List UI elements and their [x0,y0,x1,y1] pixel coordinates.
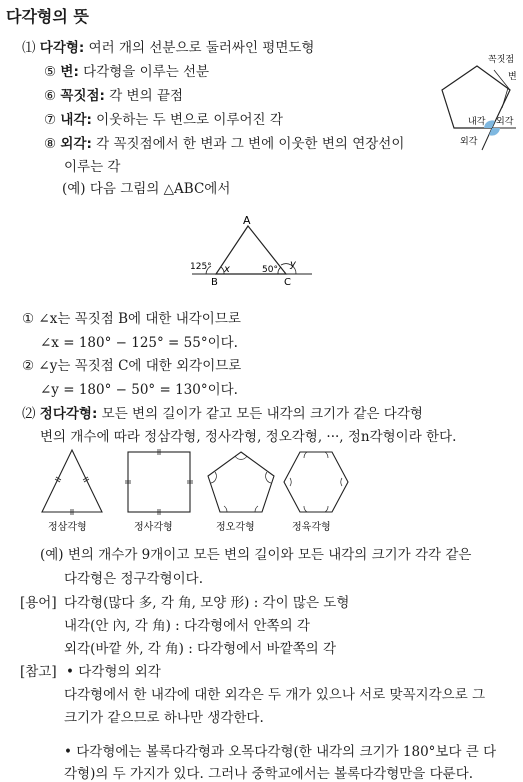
exterior-angle-mark [489,128,500,136]
note-paragraph-1-line-1: 다각형에서 한 내각에 대한 외각은 두 개가 있으나 서로 맞꼭지각으로 그 [64,687,486,703]
angle-b-value: 125° [190,262,212,272]
item-number: ⑦ [44,112,57,128]
angle-c-value: 50° [262,265,278,275]
definition-side [44,60,209,80]
terms-tag: [용어] [20,595,57,611]
item-number: ⑥ [44,88,57,104]
angle-arc [224,506,227,512]
interior-angle-mark [484,120,495,128]
vertex-label: 꼭짓점 [488,55,515,65]
vertex-c-label: C [284,277,291,288]
page-title: 다각형의 뜻 [6,7,89,26]
term-text: 이웃하는 두 변으로 이루어진 각 [91,112,283,128]
angle-x-label: x [224,264,230,275]
note-paragraph-2-line-1: • 다각형에는 볼록다각형과 오목다각형(한 내각의 크기가 180°보다 큰 다 [64,744,497,760]
definition-exterior-angle [44,132,404,152]
angle-arc [304,452,307,458]
term-label: 변: [60,64,79,80]
item-number: ⑵ [22,406,36,422]
example-line: (예) 다음 그림의 △ABC에서 [62,181,231,197]
note-paragraph-2-line-2: 각형)의 두 가지가 있다. 그러나 중학교에서는 볼록다각형만을 다룬다. [64,766,474,782]
angle-arc [290,478,291,486]
item-number: ⑤ [44,64,57,80]
regular-pentagon-shape [208,452,274,512]
note-bullet-1: • 다각형의 외각 [66,664,161,680]
triangle-figure [186,214,316,288]
side-label: 변 [508,72,517,82]
angle-arc [341,478,342,486]
exterior-label-bottom: 외각 [460,137,478,147]
solution-line-1: ① ∠x는 꼭짓점 B에 대한 내각이므로 [22,311,241,327]
solution-line-4: ∠y = 180° − 50° = 130°이다. [40,382,238,398]
note-paragraph-1-line-2: 크기가 같으므로 하나만 생각한다. [64,710,264,726]
shape-label-hexagon: 정육각형 [292,522,331,533]
definition-exterior-angle-cont: 이루는 각 [64,159,121,175]
solution-line-2: ∠x = 180° − 125° = 55°이다. [40,335,238,351]
term-text: 각 꼭짓점에서 한 변과 그 변에 이웃한 변의 연장선이 [91,136,405,152]
term-label: 다각형: [39,40,85,56]
note-tag: [참고] [20,664,57,680]
term-label: 꼭짓점: [60,88,105,104]
shape-label-pentagon: 정오각형 [216,522,255,533]
definition-interior-angle [44,108,283,128]
angle-arc [325,452,328,458]
term-label: 정다각형: [39,406,98,422]
angle-arc [304,506,307,512]
extension-line-down [482,128,492,150]
interior-label: 내각 [468,117,486,127]
regular-hexagon-shape [284,452,348,512]
pentagon-figure [432,50,522,155]
definition-polygon [22,36,314,56]
term-label: 내각: [60,112,92,128]
regular-polygons-figure [36,446,356,538]
definition-regular-polygon [22,402,423,422]
regular-example-line-2: 다각형은 정구각형이다. [64,571,203,587]
regular-polygon-line-2: 변의 개수에 따라 정삼각형, 정사각형, 정오각형, ···, 정n각형이라 한다. [40,429,457,445]
term-line-2: 내각(안 內, 각 角) : 다각형에서 안쪽의 각 [64,618,310,634]
square-shape [128,452,190,512]
regular-example-line-1: (예) 변의 개수가 9개이고 모든 변의 길이와 모든 내각의 크기가 각각 같은 [40,547,472,563]
exterior-label: 외각 [496,117,514,127]
term-label: 외각: [60,136,92,152]
item-number: ⑧ [44,136,57,152]
shape-label-triangle: 정삼각형 [48,522,87,533]
term-text: 여러 개의 선분으로 둘러싸인 평면도형 [84,40,315,56]
vertex-b-label: B [211,277,218,288]
shape-label-square: 정사각형 [134,522,173,533]
term-line-3: 외각(바깥 外, 각 角) : 다각형에서 바깥쪽의 각 [64,641,337,657]
equilateral-triangle-shape [42,450,102,512]
item-number: ⑴ [22,40,36,56]
term-line-1: 다각형(많다 多, 각 角, 모양 形) : 각이 많은 도형 [64,595,350,611]
angle-arc [235,456,247,459]
term-text: 다각형을 이루는 선분 [78,64,210,80]
side-pointer [502,88,508,108]
solution-line-3: ② ∠y는 꼭짓점 C에 대한 외각이므로 [22,358,242,374]
term-text: 각 변의 끝점 [104,88,184,104]
term-text: 모든 변의 길이가 같고 모든 내각의 크기가 같은 다각형 [97,406,423,422]
angle-arc [255,506,258,512]
angle-y-label: y [290,259,296,270]
vertex-a-label: A [243,214,251,227]
definition-vertex [44,84,183,104]
angle-arc [325,506,328,512]
